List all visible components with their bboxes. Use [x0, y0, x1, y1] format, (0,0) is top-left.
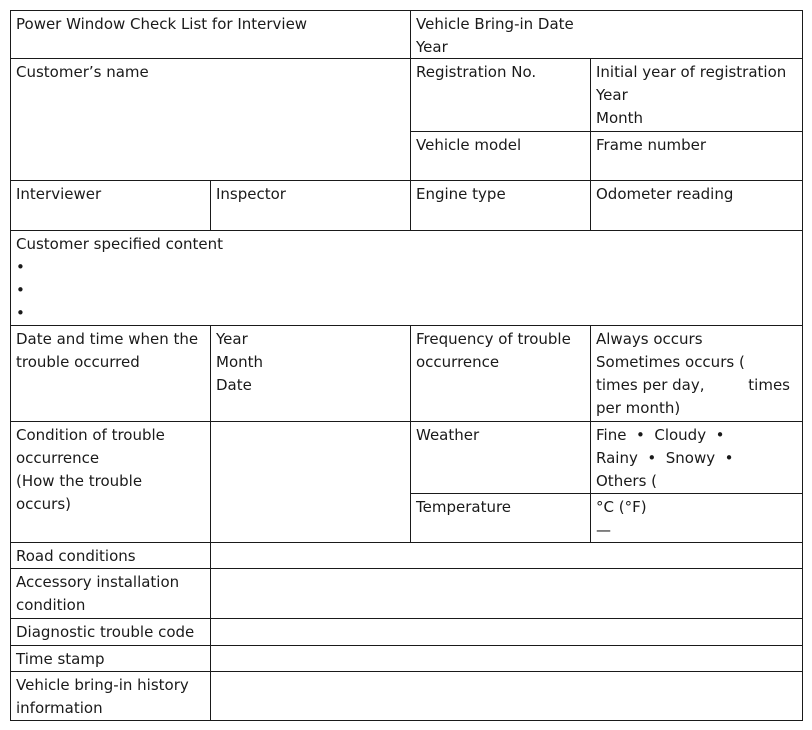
registration-no-cell: [410, 58, 591, 132]
road-conditions-label-cell: [10, 542, 211, 569]
frequency-value-cell: [590, 325, 803, 422]
condition-line4: occurs): [16, 495, 72, 513]
history-value-cell: [210, 671, 803, 721]
interviewer-cell: [10, 180, 211, 231]
time-stamp-label: Time stamp: [16, 650, 105, 668]
history-label-cell: [10, 671, 211, 721]
road-conditions-value-cell: [210, 542, 803, 569]
vehicle-model-cell: [410, 131, 591, 181]
weather-others: Others (: [596, 472, 658, 490]
trouble-date-label-line2: trouble occurred: [16, 353, 140, 371]
frame-number-label: Frame number: [596, 136, 707, 154]
customer-name-label: Customer’s name: [16, 63, 149, 81]
initial-year-year: Year: [596, 86, 628, 104]
vehicle-model-label: Vehicle model: [416, 136, 522, 154]
form-title: Power Window Check List for Interview: [16, 15, 308, 33]
engine-type-label: Engine type: [416, 185, 506, 203]
accessory-line1: Accessory installation: [16, 573, 180, 591]
bring-in-date-label: Vehicle Bring-in Date: [416, 15, 574, 33]
frequency-label-cell: [410, 325, 591, 422]
frequency-always: Always occurs: [596, 330, 703, 348]
customer-content-cell: [10, 230, 803, 326]
time-stamp-label-cell: [10, 645, 211, 672]
accessory-value-cell: [210, 568, 803, 619]
weather-label: Weather: [416, 426, 480, 444]
temperature-label: Temperature: [416, 498, 512, 516]
frequency-sometimes: Sometimes occurs (: [596, 353, 745, 371]
interviewer-label: Interviewer: [16, 185, 102, 203]
condition-line1: Condition of trouble: [16, 426, 165, 444]
initial-year-month: Month: [596, 109, 644, 127]
trouble-date-label-cell: [10, 325, 211, 422]
weather-value-cell: [590, 421, 803, 494]
frequency-label-line2: occurrence: [416, 353, 500, 371]
condition-line3: (How the trouble: [16, 472, 143, 490]
engine-type-cell: [410, 180, 591, 231]
temperature-from: °C (°F): [596, 498, 647, 516]
trouble-date: Date: [216, 376, 252, 394]
temperature-value-cell: [590, 493, 803, 543]
trouble-date-value-cell: [210, 325, 411, 422]
dtc-label-cell: [10, 618, 211, 646]
customer-content-label: Customer specified content: [16, 235, 224, 253]
initial-year-cell: [590, 58, 803, 132]
bullet-item: •: [16, 281, 25, 299]
frame-number-cell: [590, 131, 803, 181]
accessory-label-cell: [10, 568, 211, 619]
condition-label-cell: [10, 421, 211, 543]
bring-in-year: Year: [416, 38, 448, 56]
frequency-per-month: per month): [596, 399, 681, 417]
form-title-cell: [10, 10, 411, 59]
frequency-per-day: times per day,: [596, 376, 705, 394]
registration-no-label: Registration No.: [416, 63, 537, 81]
customer-name-cell: [10, 58, 411, 181]
bullet-item: •: [16, 258, 25, 276]
bullet-item: •: [16, 304, 25, 322]
bring-in-date-cell: [410, 10, 803, 59]
weather-line1: Fine • Cloudy •: [596, 426, 725, 444]
trouble-year: Year: [216, 330, 248, 348]
temperature-label-cell: [410, 493, 591, 543]
history-line2: information: [16, 699, 103, 717]
frequency-times: times: [748, 376, 790, 394]
inspector-label: Inspector: [216, 185, 286, 203]
condition-line2: occurrence: [16, 449, 100, 467]
accessory-line2: condition: [16, 596, 86, 614]
inspector-cell: [210, 180, 411, 231]
odometer-cell: [590, 180, 803, 231]
odometer-label: Odometer reading: [596, 185, 734, 203]
dtc-label: Diagnostic trouble code: [16, 623, 195, 641]
frequency-label-line1: Frequency of trouble: [416, 330, 571, 348]
history-line1: Vehicle bring-in history: [16, 676, 189, 694]
weather-line2: Rainy • Snowy •: [596, 449, 734, 467]
condition-value-cell: [210, 421, 411, 543]
road-conditions-label: Road conditions: [16, 547, 136, 565]
initial-year-label: Initial year of registration: [596, 63, 787, 81]
weather-label-cell: [410, 421, 591, 494]
temperature-dash: —: [596, 521, 611, 539]
trouble-month: Month: [216, 353, 264, 371]
dtc-value-cell: [210, 618, 803, 646]
trouble-date-label-line1: Date and time when the: [16, 330, 199, 348]
time-stamp-value-cell: [210, 645, 803, 672]
